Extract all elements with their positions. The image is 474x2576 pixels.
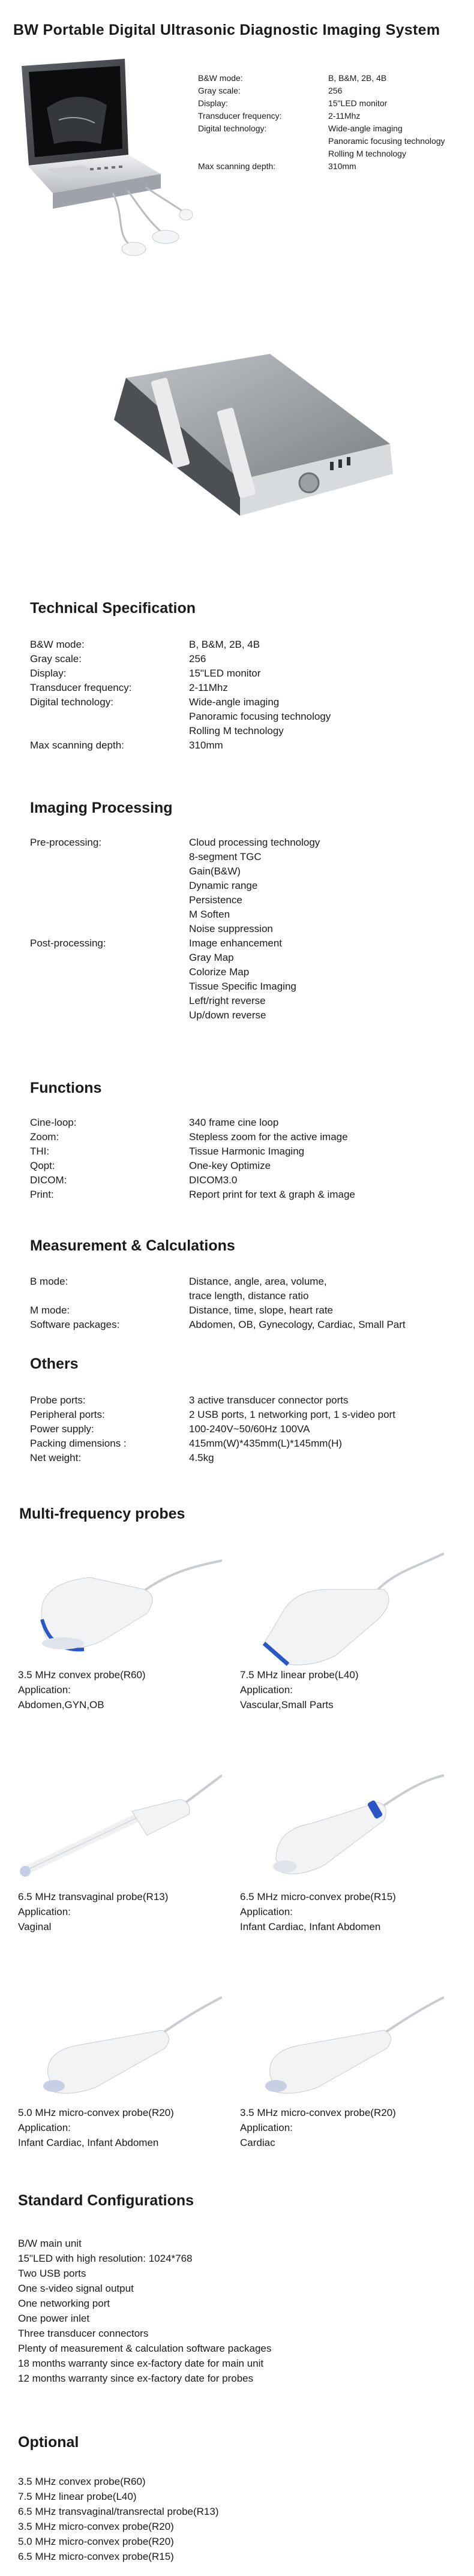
- spec-values: [189, 1436, 450, 1451]
- spec-row: [30, 1159, 450, 1173]
- spec-row: [30, 652, 450, 666]
- spec-values: [189, 1303, 450, 1318]
- spec-value: B, B&M, 2B, 4B: [189, 639, 260, 650]
- spec-row: [30, 1408, 450, 1422]
- probe-application-label: Application:: [18, 1906, 71, 1917]
- list-item: One power inlet: [18, 2313, 90, 2324]
- spec-value: Gray Map: [189, 952, 234, 963]
- spec-row: [30, 695, 450, 738]
- spec-values: [189, 1451, 450, 1465]
- micro-convex-probe-icon: [240, 1769, 444, 1889]
- spec-row: [30, 1116, 450, 1130]
- probe-name: 6.5 MHz micro-convex probe(R15): [240, 1891, 396, 1902]
- spec-value: Image enhancement: [189, 937, 282, 949]
- spec-values: [328, 122, 462, 160]
- spec-value: 8-segment TGC: [189, 851, 262, 862]
- list-item: 3.5 MHz convex probe(R60): [18, 2476, 146, 2487]
- spec-label: THI:: [30, 1146, 50, 1157]
- spec-values: [189, 638, 450, 652]
- probe-card: [18, 1547, 222, 1712]
- spec-value: Panoramic focusing technology: [189, 711, 331, 722]
- spec-values: [328, 97, 462, 110]
- probe-application: Vaginal: [18, 1921, 52, 1932]
- spec-row: [30, 1275, 450, 1303]
- spec-values: [328, 85, 462, 97]
- imaging-processing-list: [30, 835, 450, 1023]
- spec-row: [198, 85, 462, 97]
- probe-application: Abdomen,GYN,OB: [18, 1699, 104, 1711]
- technical-spec-title: Technical Specification: [30, 600, 196, 617]
- spec-values: [189, 738, 450, 753]
- others-list: [30, 1393, 450, 1465]
- probe-application-label: Application:: [240, 1906, 293, 1917]
- spec-label: Max scanning depth:: [198, 161, 276, 171]
- spec-value: One-key Optimize: [189, 1160, 271, 1171]
- spec-value: 2 USB ports, 1 networking port, 1 s-video port: [189, 1409, 395, 1420]
- spec-label: Digital technology:: [30, 696, 113, 708]
- spec-values: [189, 652, 450, 666]
- spec-value: Up/down reverse: [189, 1009, 266, 1021]
- spec-value: Tissue Harmonic Imaging: [189, 1146, 305, 1157]
- spec-values: [189, 681, 450, 695]
- list-item: One networking port: [18, 2298, 110, 2309]
- spec-row: [30, 936, 450, 1023]
- spec-label: Transducer frequency:: [30, 682, 132, 693]
- spec-values: [189, 1144, 450, 1159]
- probe-application: Vascular,Small Parts: [240, 1699, 334, 1711]
- spec-row: [30, 1451, 450, 1465]
- spec-label: Power supply:: [30, 1423, 94, 1435]
- spec-value: 2-11Mhz: [328, 111, 361, 121]
- probe-card: [18, 1769, 222, 1934]
- spec-row: [30, 835, 450, 936]
- probe-card: [240, 1547, 444, 1712]
- spec-label: Digital technology:: [198, 124, 267, 133]
- spec-value: Persistence: [189, 894, 242, 906]
- spec-label: B mode:: [30, 1276, 68, 1287]
- open-ultrasound-device-image: [11, 54, 194, 261]
- probe-name: 7.5 MHz linear probe(L40): [240, 1669, 359, 1681]
- spec-row: [30, 1303, 450, 1318]
- spec-label: Transducer frequency:: [198, 111, 282, 121]
- list-item: 15"LED with high resolution: 1024*768: [18, 2253, 193, 2264]
- spec-values: [189, 1188, 450, 1202]
- others-title: Others: [30, 1355, 79, 1372]
- spec-label: Display:: [198, 98, 228, 108]
- spec-value: 310mm: [189, 740, 223, 751]
- spec-label: Display:: [30, 668, 67, 679]
- spec-value: Rolling M technology: [328, 149, 406, 158]
- probe-name: 5.0 MHz micro-convex probe(R20): [18, 2107, 174, 2118]
- spec-row: [198, 110, 462, 122]
- spec-row: [30, 1318, 450, 1332]
- spec-value: DICOM3.0: [189, 1174, 238, 1186]
- list-item: Two USB ports: [18, 2268, 86, 2279]
- spec-value: 15"LED monitor: [189, 668, 261, 679]
- spec-row: [30, 1173, 450, 1188]
- spec-row: [30, 1422, 450, 1436]
- spec-row: [198, 97, 462, 110]
- probe-application-label: Application:: [18, 2122, 71, 2133]
- spec-label: B&W mode:: [30, 639, 85, 650]
- spec-value: trace length, distance ratio: [189, 1290, 309, 1301]
- spec-value: M Soften: [189, 909, 230, 920]
- transvaginal-probe-icon: [18, 1769, 222, 1889]
- spec-values: [189, 1275, 450, 1303]
- convex-probe-icon: [18, 1547, 222, 1667]
- spec-values: [189, 1116, 450, 1130]
- micro-convex-probe-icon: [18, 1985, 222, 2105]
- closed-ultrasound-device-image: [90, 354, 402, 552]
- spec-label: Software packages:: [30, 1319, 120, 1330]
- spec-label: Max scanning depth:: [30, 740, 124, 751]
- list-item: 6.5 MHz micro-convex probe(R15): [18, 2551, 174, 2562]
- spec-row: [30, 666, 450, 681]
- probe-application-label: Application:: [240, 1684, 293, 1696]
- spec-label: Pre-processing:: [30, 837, 102, 848]
- spec-value: Wide-angle imaging: [328, 124, 403, 133]
- spec-value: Cloud processing technology: [189, 837, 320, 848]
- spec-row: [198, 160, 462, 173]
- spec-label: Peripheral ports:: [30, 1409, 105, 1420]
- spec-row: [30, 1188, 450, 1202]
- list-item: One s-video signal output: [18, 2283, 134, 2294]
- spec-values: [189, 1408, 450, 1422]
- measurement-list: [30, 1275, 450, 1332]
- spec-value: Colorize Map: [189, 966, 250, 978]
- spec-values: [189, 1159, 450, 1173]
- spec-value: Dynamic range: [189, 880, 258, 891]
- spec-value: Noise suppression: [189, 923, 273, 934]
- spec-value: Tissue Specific Imaging: [189, 981, 296, 992]
- spec-value: 2-11Mhz: [189, 682, 228, 693]
- spec-values: [189, 1422, 450, 1436]
- spec-value: 100-240V~50/60Hz 100VA: [189, 1423, 310, 1435]
- spec-value: 4.5kg: [189, 1452, 214, 1463]
- spec-label: Net weight:: [30, 1452, 82, 1463]
- probe-name: 3.5 MHz convex probe(R60): [18, 1669, 146, 1681]
- probe-application-label: Application:: [240, 2122, 293, 2133]
- spec-label: Print:: [30, 1189, 54, 1200]
- spec-label: Packing dimensions :: [30, 1438, 127, 1449]
- measurement-title: Measurement & Calculations: [30, 1237, 235, 1254]
- spec-row: [30, 1436, 450, 1451]
- probe-application-label: Application:: [18, 1684, 71, 1696]
- spec-row: [30, 738, 450, 753]
- spec-label: Gray scale:: [198, 86, 241, 95]
- spec-row: [198, 122, 462, 160]
- spec-value: Abdomen, OB, Gynecology, Cardiac, Small Part: [189, 1319, 406, 1330]
- spec-value: Stepless zoom for the active image: [189, 1131, 348, 1143]
- probe-application: Cardiac: [240, 2137, 275, 2148]
- optional-title: Optional: [18, 2434, 79, 2451]
- list-item: 18 months warranty since ex-factory date for main unit: [18, 2358, 264, 2369]
- spec-row: [30, 681, 450, 695]
- spec-label: Probe ports:: [30, 1394, 86, 1406]
- probe-name: 6.5 MHz transvaginal probe(R13): [18, 1891, 169, 1902]
- spec-value: Distance, time, slope, heart rate: [189, 1304, 334, 1316]
- standard-config-list: [18, 2236, 271, 2386]
- optional-list: [18, 2474, 218, 2564]
- spec-value: Distance, angle, area, volume,: [189, 1276, 327, 1287]
- spec-value: 340 frame cine loop: [189, 1117, 279, 1128]
- list-item: 7.5 MHz linear probe(L40): [18, 2491, 137, 2502]
- list-item: Plenty of measurement & calculation software packages: [18, 2343, 272, 2354]
- functions-list: [30, 1116, 450, 1202]
- spec-value: Panoramic focusing technology: [328, 136, 445, 146]
- micro-convex-probe-icon: [240, 1985, 444, 2105]
- list-item: 3.5 MHz micro-convex probe(R20): [18, 2521, 174, 2532]
- spec-label: B&W mode:: [198, 73, 243, 83]
- technical-spec-list: [30, 638, 450, 753]
- probes-title: Multi-frequency probes: [19, 1505, 185, 1522]
- list-item: 6.5 MHz transvaginal/transrectal probe(R13): [18, 2506, 219, 2517]
- spec-value: Rolling M technology: [189, 725, 284, 737]
- spec-value: B, B&M, 2B, 4B: [328, 73, 387, 83]
- probe-card: [240, 1985, 444, 2150]
- probe-card: [18, 1985, 222, 2150]
- spec-value: Gain(B&W): [189, 865, 241, 877]
- hero-spec-list: [198, 72, 462, 173]
- spec-label: Qopt:: [30, 1160, 55, 1171]
- linear-probe-icon: [240, 1547, 444, 1667]
- spec-value: 256: [189, 653, 206, 665]
- spec-values: [189, 1318, 450, 1332]
- list-item: 5.0 MHz micro-convex probe(R20): [18, 2536, 174, 2547]
- spec-value: Report print for text & graph & image: [189, 1189, 355, 1200]
- spec-values: [189, 835, 450, 936]
- list-item: 12 months warranty since ex-factory date for probes: [18, 2373, 254, 2384]
- list-item: B/W main unit: [18, 2238, 82, 2249]
- spec-values: [328, 110, 462, 122]
- functions-title: Functions: [30, 1080, 102, 1096]
- spec-values: [189, 1393, 450, 1408]
- spec-value: 15"LED monitor: [328, 98, 388, 108]
- spec-label: Post-processing:: [30, 937, 106, 949]
- spec-value: 310mm: [328, 161, 356, 171]
- spec-label: Zoom:: [30, 1131, 59, 1143]
- probe-application: Infant Cardiac, Infant Abdomen: [240, 1921, 381, 1932]
- spec-values: [328, 72, 462, 85]
- spec-values: [189, 695, 450, 738]
- spec-values: [328, 160, 462, 173]
- spec-values: [189, 1173, 450, 1188]
- standard-config-title: Standard Configurations: [18, 2192, 194, 2209]
- spec-values: [189, 1130, 450, 1144]
- spec-row: [30, 1130, 450, 1144]
- spec-value: 256: [328, 86, 343, 95]
- spec-row: [30, 1144, 450, 1159]
- spec-row: [30, 638, 450, 652]
- spec-row: [198, 72, 462, 85]
- imaging-processing-title: Imaging Processing: [30, 799, 173, 816]
- spec-values: [189, 666, 450, 681]
- spec-label: Gray scale:: [30, 653, 82, 665]
- spec-label: DICOM:: [30, 1174, 67, 1186]
- probe-name: 3.5 MHz micro-convex probe(R20): [240, 2107, 396, 2118]
- spec-values: [189, 936, 450, 1023]
- probe-card: [240, 1769, 444, 1934]
- spec-value: Wide-angle imaging: [189, 696, 280, 708]
- spec-label: Cine-loop:: [30, 1117, 77, 1128]
- spec-label: M mode:: [30, 1304, 70, 1316]
- probe-application: Infant Cardiac, Infant Abdomen: [18, 2137, 159, 2148]
- page-title: BW Portable Digital Ultrasonic Diagnostic Imaging System: [13, 22, 440, 38]
- spec-row: [30, 1393, 450, 1408]
- spec-value: 415mm(W)*435mm(L)*145mm(H): [189, 1438, 343, 1449]
- list-item: Three transducer connectors: [18, 2328, 149, 2339]
- spec-value: 3 active transducer connector ports: [189, 1394, 349, 1406]
- spec-value: Left/right reverse: [189, 995, 266, 1006]
